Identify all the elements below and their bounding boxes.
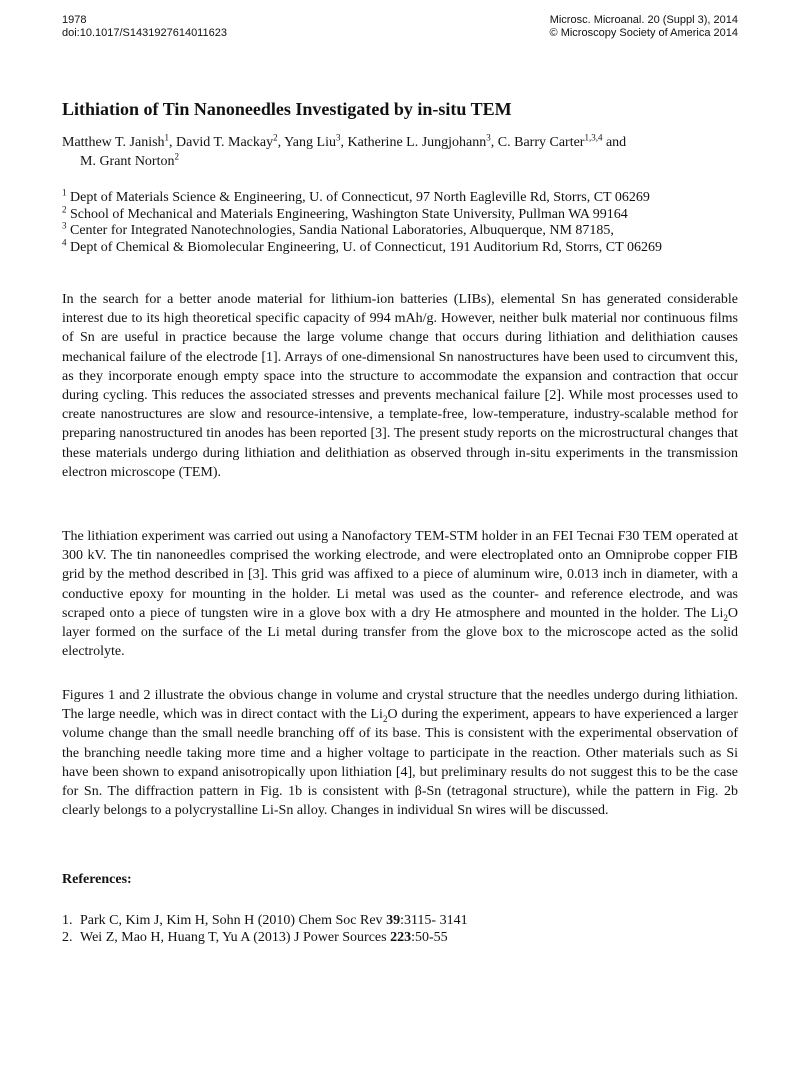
author: David T. Mackay$^2$, [176, 132, 285, 150]
affiliation: $^4$ Dept of Chemical & Biomolecular Engineering, U. of Connecticut, 191 Auditorium Rd, Storrs, CT 06269 [62, 236, 662, 255]
affiliation: $^2$ School of Mechanical and Materials Engineering, Washington State University, Pullman WA 99164 [62, 203, 628, 222]
header-right [550, 14, 738, 40]
affiliation: $^3$ Center for Integrated Nanotechnologies, Sandia National Laboratories, Albuquerque, NM 87185, [62, 220, 614, 238]
copyright: © Microscopy Society of America 2014 [549, 27, 738, 39]
references-heading: References: [62, 872, 132, 887]
page-number: 1978 [62, 14, 87, 26]
journal-citation: Microsc. Microanal. 20 (Suppl 3), 2014 [549, 14, 738, 26]
author: Yang Liu$^3$, [284, 132, 348, 150]
reference-item: 1. Park C, Kim J, Kim H, Sohn H (2010) Chem Soc Rev 39:3115- 3141 [62, 913, 468, 928]
affiliations [62, 187, 738, 256]
doi: doi:10.1017/S1431927614011623 [62, 27, 227, 39]
reference-list [62, 912, 738, 946]
author: Matthew T. Janish$^1$, [62, 132, 177, 150]
author: M. Grant Norton$^2$ [80, 151, 179, 169]
author: C. Barry Carter$^{1,3,4}$ and [497, 132, 627, 150]
body-paragraph-methods: The lithiation experiment was carried out using a Nanofactory TEM-STM holder in an FEI Tecnai F30 TEM operated at 300 kV. The tin nanoneedles comprised the working electrode, and were electroplated onto an Omniprobe copper FIB grid by the method described in [3]. This grid was affixed to a piece of aluminum wire, 0.013 inch in diameter, with a conductive epoxy for mounting in the holder. Li metal was used as the counter- and reference electrode, and was scraped onto a piece of tungsten wire in a glove box with a dry He atmosphere and mounted in the holder. The $Li_2O$ layer formed on the surface of the Li metal during transfer from the glove box to the microscope acted as the solid electrolyte. [62, 529, 738, 660]
body-paragraph-intro: In the search for a better anode material for lithium-ion batteries (LIBs), elemental Sn has generated considerable interest due to its high theoretical specific capacity of 994 mAh/g. However, neither bulk material nor continuous films of Sn are useful in practice because the large volume change that occurs during lithiation and delithiation causes mechanical failure of the electrode [1]. Arrays of one-dimensional Sn nanostructures have been used to circumvent this, as they incorporate enough empty space into the structure to accommodate the expansion and contraction that occur during cycling. This reduces the associated stresses and prevents mechanical failure [2]. While most processes used to create nanostructures are slow and resource-intensive, a template-free, low-temperature, industry-scalable method for preparing nanostructured tin anodes has been reported [3]. The present study reports on the microstructural changes that these materials undergo during lithiation and delithiation as observed through in-situ experiments in the transmission electron microscope (TEM). [62, 292, 738, 480]
author-list [62, 133, 738, 171]
affiliation: $^1$ Dept of Materials Science & Engineering, U. of Connecticut, 97 North Eagleville Rd, Storrs, CT 06269 [62, 187, 650, 205]
header-left [62, 14, 227, 40]
reference-item: 2. Wei Z, Mao H, Huang T, Yu A (2013) J Power Sources 223:50-55 [62, 930, 448, 945]
paper-title: Lithiation of Tin Nanoneedles Investigated by in-situ TEM [62, 99, 512, 119]
body-paragraph-results: Figures 1 and 2 illustrate the obvious change in volume and crystal structure that the needles undergo during lithiation. The large needle, which was in direct contact with the $Li_2O$ during the experiment, appears to have experienced a larger volume change than the small needle branching off of its base. This is consistent with the experimental observation of the branching needle taking more time and a higher voltage to participate in the reaction. Other materials such as Si have been shown to expand anisotropically upon lithiation [4], but preliminary results do not suggest this to be the case for Sn. The diffraction pattern in Fig. 1b is consistent with β-Sn (tetragonal structure), while the pattern in Fig. 2b clearly belongs to a polycrystalline Li-Sn alloy. Changes in individual Sn wires will be discussed. [62, 688, 738, 819]
author: Katherine L. Jungjohann$^3$, [347, 132, 498, 150]
